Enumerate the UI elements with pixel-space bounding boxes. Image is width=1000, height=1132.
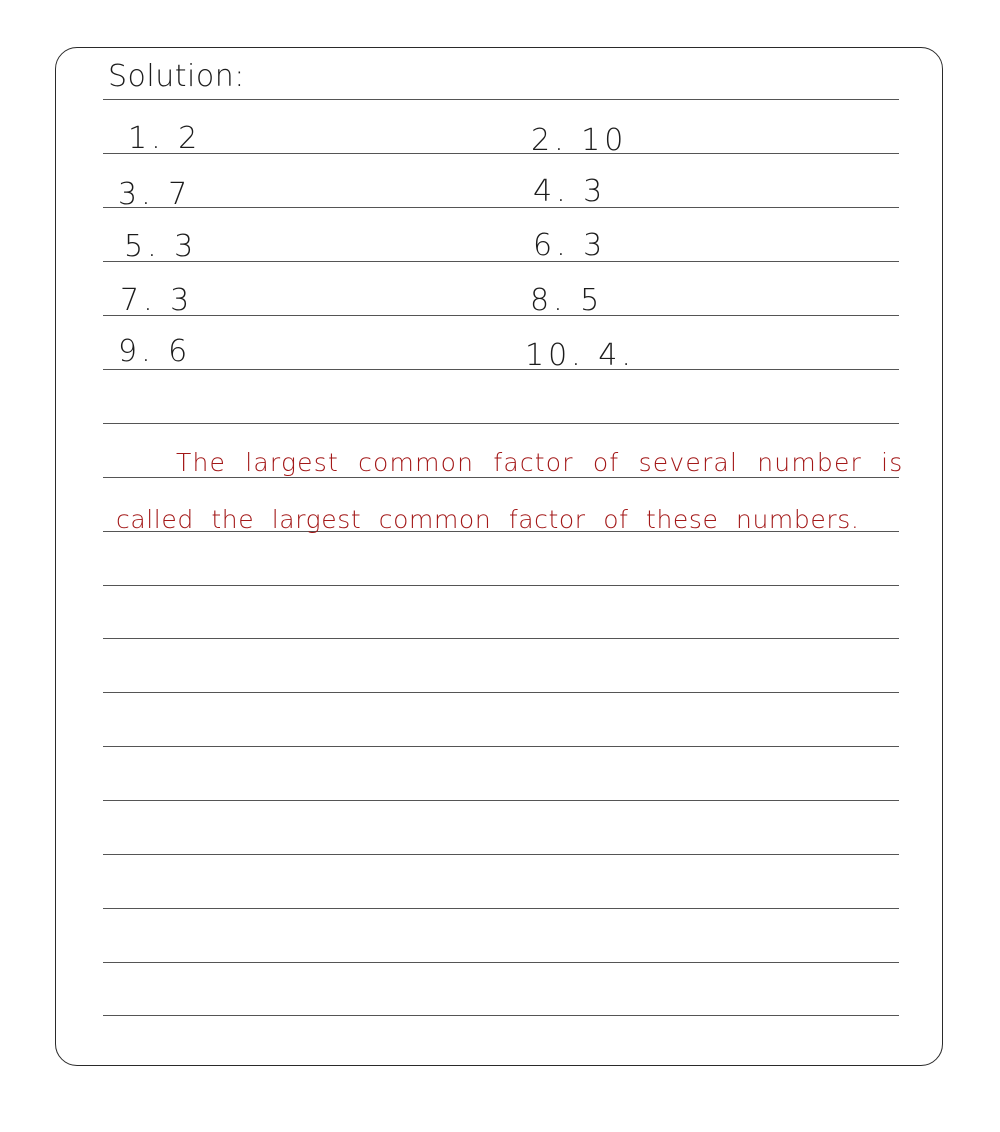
ruled-line — [103, 261, 899, 262]
answer-9: 9. 6 — [118, 334, 192, 369]
solution-heading: Solution: — [108, 59, 245, 94]
ruled-line — [103, 1015, 899, 1016]
answer-1: 1. 2 — [128, 121, 202, 156]
ruled-line — [103, 477, 899, 478]
ruled-line — [103, 585, 899, 586]
answer-7: 7. 3 — [120, 283, 194, 318]
ruled-line — [103, 423, 899, 424]
ruled-line — [103, 153, 899, 154]
ruled-line — [103, 99, 899, 100]
ruled-line — [103, 207, 899, 208]
answer-4: 4. 3 — [533, 174, 607, 209]
answer-10: 10. 4. — [525, 338, 635, 373]
ruled-line — [103, 638, 899, 639]
ruled-line — [103, 746, 899, 747]
ruled-line — [103, 962, 899, 963]
explanation-line-1: The largest common factor of several number is — [176, 448, 904, 477]
answer-6: 6. 3 — [533, 228, 607, 263]
answer-8: 8. 5 — [530, 283, 604, 318]
answer-2: 2. 10 — [531, 123, 628, 158]
explanation-line-2: called the largest common factor of these numbers. — [116, 505, 860, 534]
ruled-line — [103, 800, 899, 801]
ruled-line — [103, 908, 899, 909]
ruled-line — [103, 369, 899, 370]
ruled-line — [103, 315, 899, 316]
answer-5: 5. 3 — [124, 229, 198, 264]
answer-3: 3. 7 — [118, 177, 192, 212]
ruled-line — [103, 854, 899, 855]
ruled-line — [103, 692, 899, 693]
